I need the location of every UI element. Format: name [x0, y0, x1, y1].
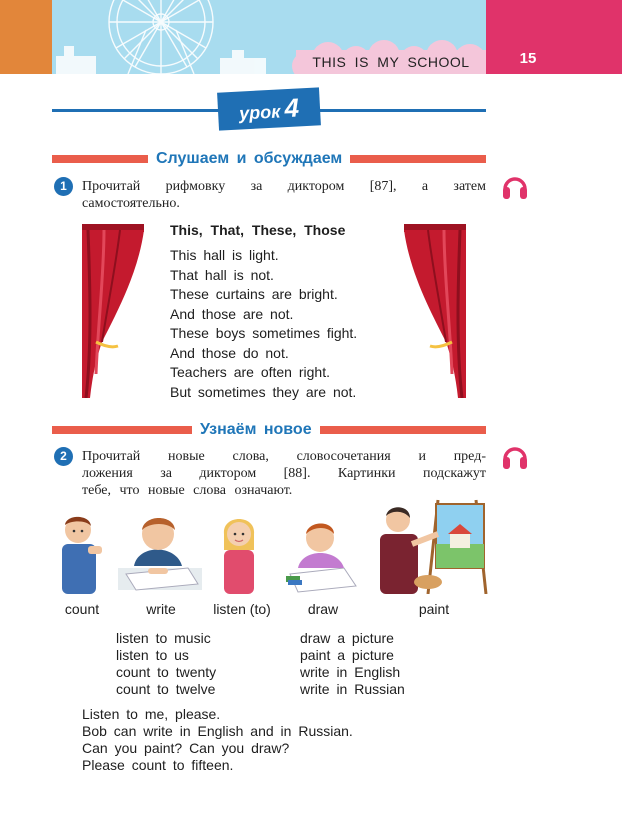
poem-line: This hall is light.	[170, 247, 279, 263]
poem-line: That hall is not.	[170, 266, 274, 283]
poem-line: Teachers are often right.	[170, 364, 330, 380]
ferris-wheel-illustration	[56, 0, 266, 74]
phrase-list-left	[116, 630, 216, 698]
phrase: paint a picture	[300, 647, 394, 663]
phrase: draw a picture	[300, 630, 394, 646]
drawing-boy-illustration	[284, 514, 360, 594]
task-2-line: тебе, что новые слова означают.	[82, 483, 293, 498]
section-title-listen: Слушаем и обсуждаем	[148, 148, 350, 170]
sentence: Bob can write in English and in Russian.	[82, 723, 353, 739]
poem-line: These boys sometimes fight.	[170, 325, 358, 341]
phrase-list-right	[300, 630, 405, 698]
header-orange-tab	[0, 0, 52, 74]
phrase: count to twelve	[116, 681, 216, 697]
painting-boy-illustration	[372, 498, 490, 594]
headphones-icon[interactable]	[500, 442, 530, 472]
lesson-label: урок	[238, 101, 281, 124]
sentence: Please count to fifteen.	[82, 757, 234, 773]
poem-body	[170, 246, 357, 402]
task-2-line: ложения за диктором [88]. Картинки подскажут	[82, 466, 486, 481]
counting-boy-illustration	[52, 510, 108, 594]
running-header-title: THIS IS MY SCHOOL	[312, 54, 470, 70]
lesson-number: 4	[283, 92, 300, 124]
task-1-line: самостоятельно.	[82, 196, 180, 211]
task-number-1: 1	[54, 177, 73, 196]
headphones-icon[interactable]	[500, 172, 530, 202]
poem-line: And those are not.	[170, 305, 294, 322]
task-1-line: Прочитай рифмовку за диктором [87], а затем	[82, 179, 486, 194]
lesson-badge	[217, 87, 321, 130]
phrase: write in English	[300, 664, 401, 680]
task-2-line: Прочитай новые слова, словосочетания и пред-	[82, 449, 486, 464]
vocab-word: write	[146, 601, 176, 617]
phrase: listen to music	[116, 630, 211, 646]
phrase: listen to us	[116, 647, 189, 663]
poem-line: But sometimes they are not.	[170, 383, 357, 400]
vocab-word: paint	[418, 601, 450, 617]
task-1-instruction	[82, 178, 486, 212]
listening-girl-illustration	[214, 510, 264, 594]
phrase: write in Russian	[300, 681, 405, 697]
page-number: 15	[519, 50, 537, 67]
task-number-2: 2	[54, 447, 73, 466]
vocab-word: draw	[307, 601, 339, 617]
poem-line: And those do not.	[170, 344, 289, 361]
example-sentences	[82, 706, 353, 774]
poem-line: These curtains are bright.	[170, 286, 338, 302]
curtain-right-illustration	[404, 224, 466, 398]
phrase: count to twenty	[116, 664, 217, 680]
task-2-instruction	[82, 448, 486, 499]
section-title-learn: Узнаём новое	[192, 419, 320, 441]
vocab-word: listen (to)	[213, 601, 271, 617]
poem-title: This, That, These, Those	[170, 222, 346, 238]
sentence: Listen to me, please.	[82, 706, 221, 722]
curtain-left-illustration	[82, 224, 144, 398]
vocab-word: count	[64, 601, 100, 617]
sentence: Can you paint? Can you draw?	[82, 740, 290, 756]
writing-boy-illustration	[118, 508, 202, 594]
